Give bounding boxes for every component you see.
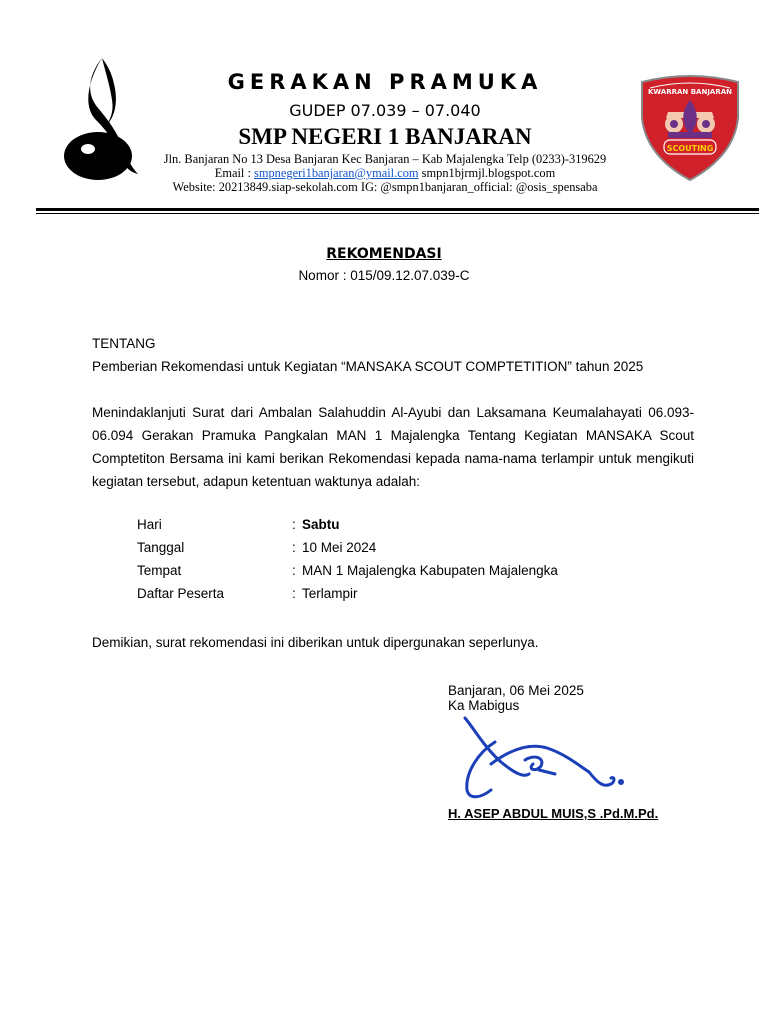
detail-label: Hari (137, 517, 162, 532)
letter-title: REKOMENDASI (326, 246, 442, 262)
contact-line (120, 166, 650, 180)
detail-value: Sabtu (302, 517, 340, 532)
detail-value: MAN 1 Majalengka Kabupaten Majalengka (302, 563, 558, 578)
signer-position: Ka Mabigus (448, 698, 520, 713)
detail-value: Terlampir (302, 586, 358, 601)
header-rule-thin (36, 213, 759, 214)
detail-label: Daftar Peserta (137, 586, 225, 601)
header-rule-thick (36, 208, 759, 211)
detail-colon: : (292, 586, 296, 601)
gudep-number: GUDEP 07.039 – 07.040 (289, 101, 481, 120)
detail-row-peserta (137, 586, 558, 609)
details-table (137, 517, 558, 609)
school-address: Jln. Banjaran No 13 Desa Banjaran Kec Banjaran – Kab Majalengka Telp (0233)-319629 (163, 152, 607, 166)
detail-row-tempat (137, 563, 558, 586)
website-line: Website: 20213849.siap-sekolah.com IG: @smpn1banjaran_official: @osis_spensaba (172, 180, 598, 194)
letter-number: Nomor : 015/09.12.07.039-C (298, 268, 470, 283)
scout-badge-logo (638, 72, 742, 184)
detail-label: Tempat (137, 563, 182, 578)
detail-value: 10 Mei 2024 (302, 540, 377, 555)
handwritten-signature (455, 712, 635, 804)
blog-url: smpn1bjrmjl.blogspot.com (421, 166, 556, 180)
detail-label: Tanggal (137, 540, 185, 555)
svg-text:SCOUTING: SCOUTING (666, 144, 714, 153)
signer-name: H. ASEP ABDUL MUIS,S .Pd.M.Pd. (448, 806, 659, 821)
detail-row-tanggal (137, 540, 558, 563)
school-name: SMP NEGERI 1 BANJARAN (238, 124, 532, 149)
body-paragraph: Menindaklanjuti Surat dari Ambalan Salahuddin Al-Ayubi dan Laksamana Keumalahayati 06.093-06.094 Gerakan Pramuka Pangkalan MAN 1 Majalengka Tentang Kegiatan MANSAKA Scout Comptetiton Bersama ini kami berikan Rekomendasi kepada nama-nama terlampir untuk mengikuti kegiatan tersebut, adapun ketentuan waktunya adalah: (92, 405, 694, 489)
detail-colon: : (292, 540, 296, 555)
detail-colon: : (292, 563, 296, 578)
org-name: GERAKAN PRAMUKA (227, 70, 543, 94)
email-link[interactable]: smpnegeri1banjaran@ymail.com (254, 166, 419, 180)
detail-colon: : (292, 517, 296, 532)
place-date: Banjaran, 06 Mei 2025 (448, 683, 584, 698)
svg-text:KWARRAN BANJARAN: KWARRAN BANJARAN (647, 88, 733, 96)
detail-row-hari (137, 517, 558, 540)
email-label: Email : (214, 166, 251, 180)
closing-text: Demikian, surat rekomendasi ini diberikan untuk dipergunakan seperlunya. (92, 635, 539, 650)
tentang-label: TENTANG (92, 336, 156, 351)
tentang-text: Pemberian Rekomendasi untuk Kegiatan “MANSAKA SCOUT COMPTETITION” tahun 2025 (92, 359, 644, 374)
